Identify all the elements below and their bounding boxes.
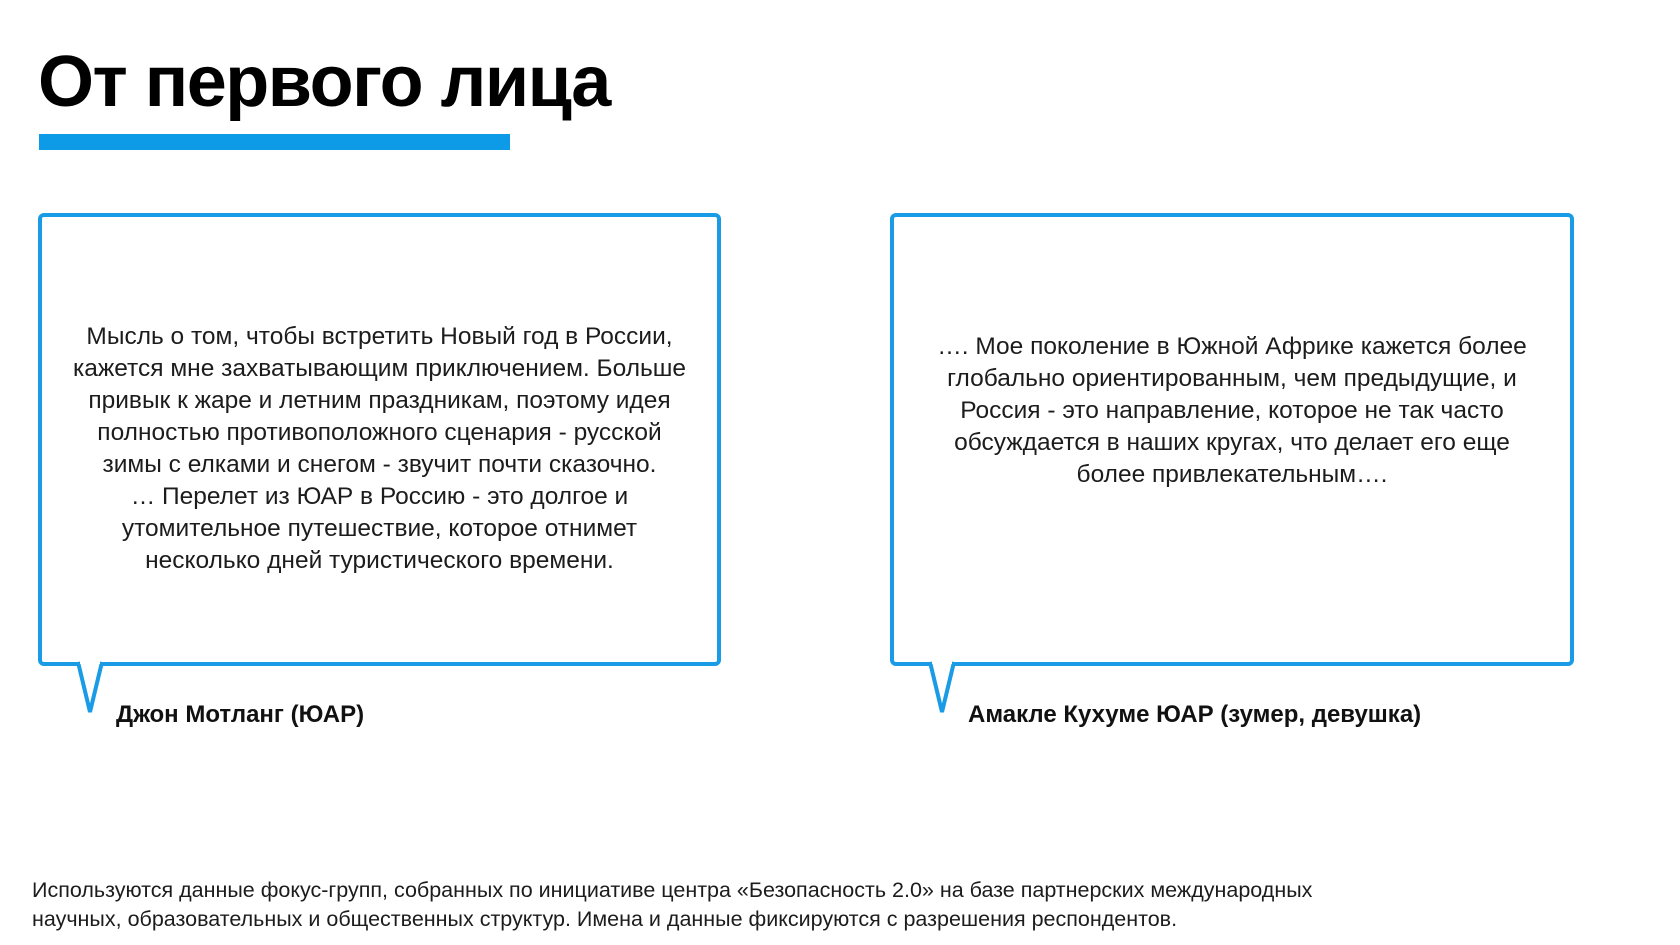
page-title: От первого лица (38, 42, 610, 122)
speech-bubble-tail-icon (928, 662, 968, 722)
quote-author-right: Амакле Кухуме ЮАР (зумер, девушка) (968, 701, 1422, 728)
quote-bubble-right (890, 213, 1574, 666)
title-accent-bar (39, 134, 510, 150)
quote-author-left: Джон Мотланг (ЮАР) (116, 701, 365, 728)
quote-bubble-left (38, 213, 721, 666)
source-footnote: Используются данные фокус-групп, собранных по инициативе центра «Безопасность 2.0» на базе партнерских международных научных, образовательных и общественных структур. Имена и данные фиксируются с разрешения респондентов. (32, 878, 1313, 931)
quote-text-left: Мысль о том, чтобы встретить Новый год в России, кажется мне захватывающим приключением. Больше привык к жаре и летним праздникам, поэтому идея полностью противоположного сценария - русской зимы с елками и снегом - звучит почти сказочно. … Перелет из ЮАР в Россию - это долгое и утомительное путешествие, которое отнимет несколько дней туристического времени. (72, 322, 687, 574)
quote-text-right: …. Мое поколение в Южной Африке кажется более глобально ориентированным, чем предыдущие, и Россия - это направление, которое не так часто обсуждается в наших кругах, что делает его еще более привлекательным…. (937, 332, 1527, 488)
speech-bubble-tail-icon (76, 662, 116, 722)
